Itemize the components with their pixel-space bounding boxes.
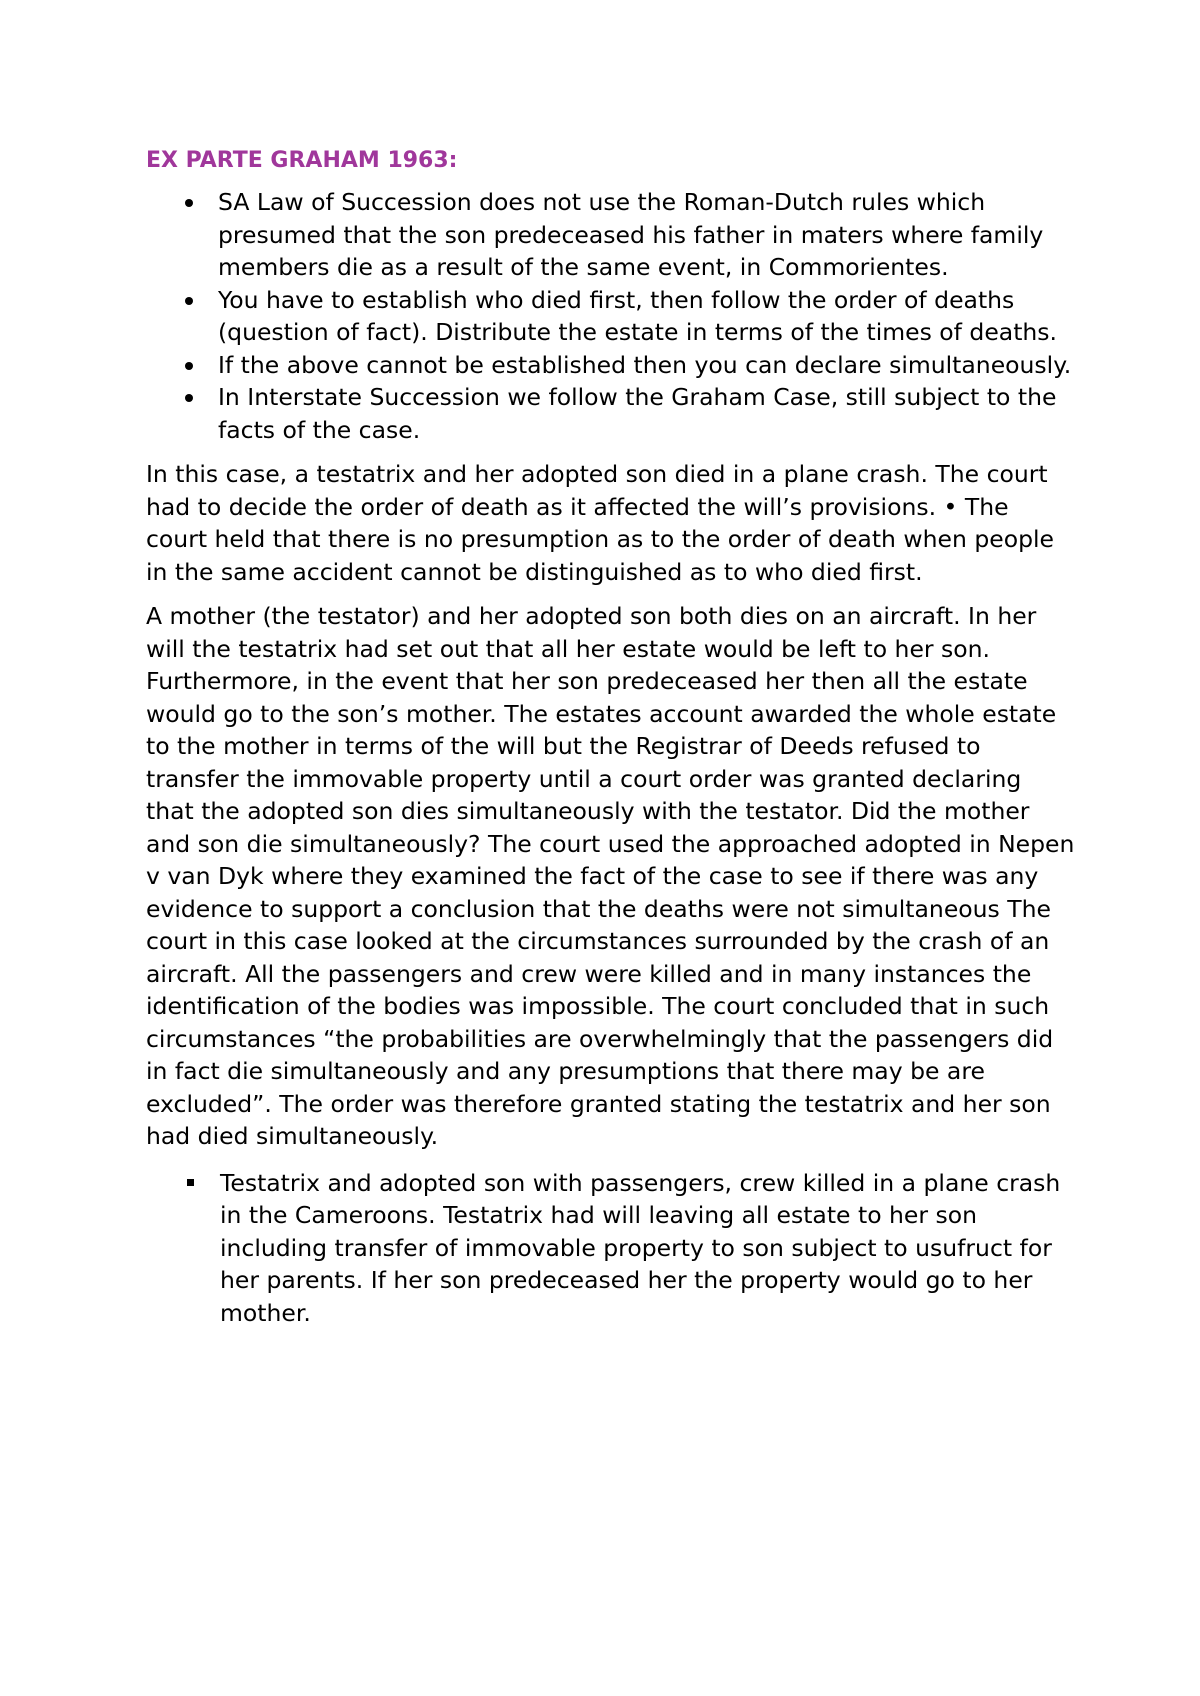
square-bullet-icon <box>187 1179 194 1186</box>
document-body <box>146 146 1076 1329</box>
list-item-text: If the above cannot be established then you can declare simultaneously. <box>218 350 1072 379</box>
list-item-text: In Interstate Succession we follow the Graham Case, still subject to the facts of the case. <box>218 383 1057 444</box>
list-item <box>146 284 1076 349</box>
paragraph-case-summary: In this case, a testatrix and her adopted son died in a plane crash. The court had to decide the order of death as it affected the will’s provisions. • The court held that there is no presumption as to the order of death when people in the same accident cannot be distinguished as to who died first. <box>146 460 1054 586</box>
square-bullet-list <box>146 1167 1076 1330</box>
list-item <box>146 1167 1076 1330</box>
list-item <box>146 381 1076 446</box>
bullet-icon <box>185 362 193 370</box>
bullet-icon <box>185 394 193 402</box>
bullet-icon <box>185 297 193 305</box>
list-item-text: SA Law of Succession does not use the Roman-Dutch rules which presumed that the son predeceased his father in maters where family members die as a result of the same event, in Commorientes. <box>218 188 1044 281</box>
page-title: EX PARTE GRAHAM 1963: <box>146 148 458 173</box>
list-item-text: You have to establish who died first, then follow the order of deaths (question of fact). Distribute the estate in terms of the times of deaths. <box>218 285 1058 346</box>
paragraph-case-facts: A mother (the testator) and her adopted son both dies on an aircraft. In her will the testatrix had set out that all her estate would be left to her son. Furthermore, in the event that her son predeceased her then all the estate would go to the son’s mother. The estates account awarded the whole estate to the mother in terms of the will but the Registrar of Deeds refused to transfer the immovable property until a court order was granted declaring that the adopted son dies simultaneously with the testator. Did the mother and son die simultaneously? The court used the approached adopted in Nepen v van Dyk where they examined the fact of the case to see if there was any evidence to support a conclusion that the deaths were not simultaneous The court in this case looked at the circumstances surrounded by the crash of an aircraft. All the passengers and crew were killed and in many instances the identification of the bodies was impossible. The court concluded that in such circumstances “the probabilities are overwhelmingly that the passengers did in fact die simultaneously and any presumptions that there may be are excluded”. The order was therefore granted stating the testatrix and her son had died simultaneously. <box>146 602 1075 1150</box>
bullet-list <box>146 186 1076 446</box>
list-item <box>146 186 1076 284</box>
bullet-icon <box>185 199 193 207</box>
list-item-text: Testatrix and adopted son with passengers, crew killed in a plane crash in the Cameroons. Testatrix had will leaving all estate to her son including transfer of immovable property to son subject to usufruct for her parents. If her son predeceased her the property would go to her mother. <box>220 1168 1061 1327</box>
list-item <box>146 349 1076 382</box>
